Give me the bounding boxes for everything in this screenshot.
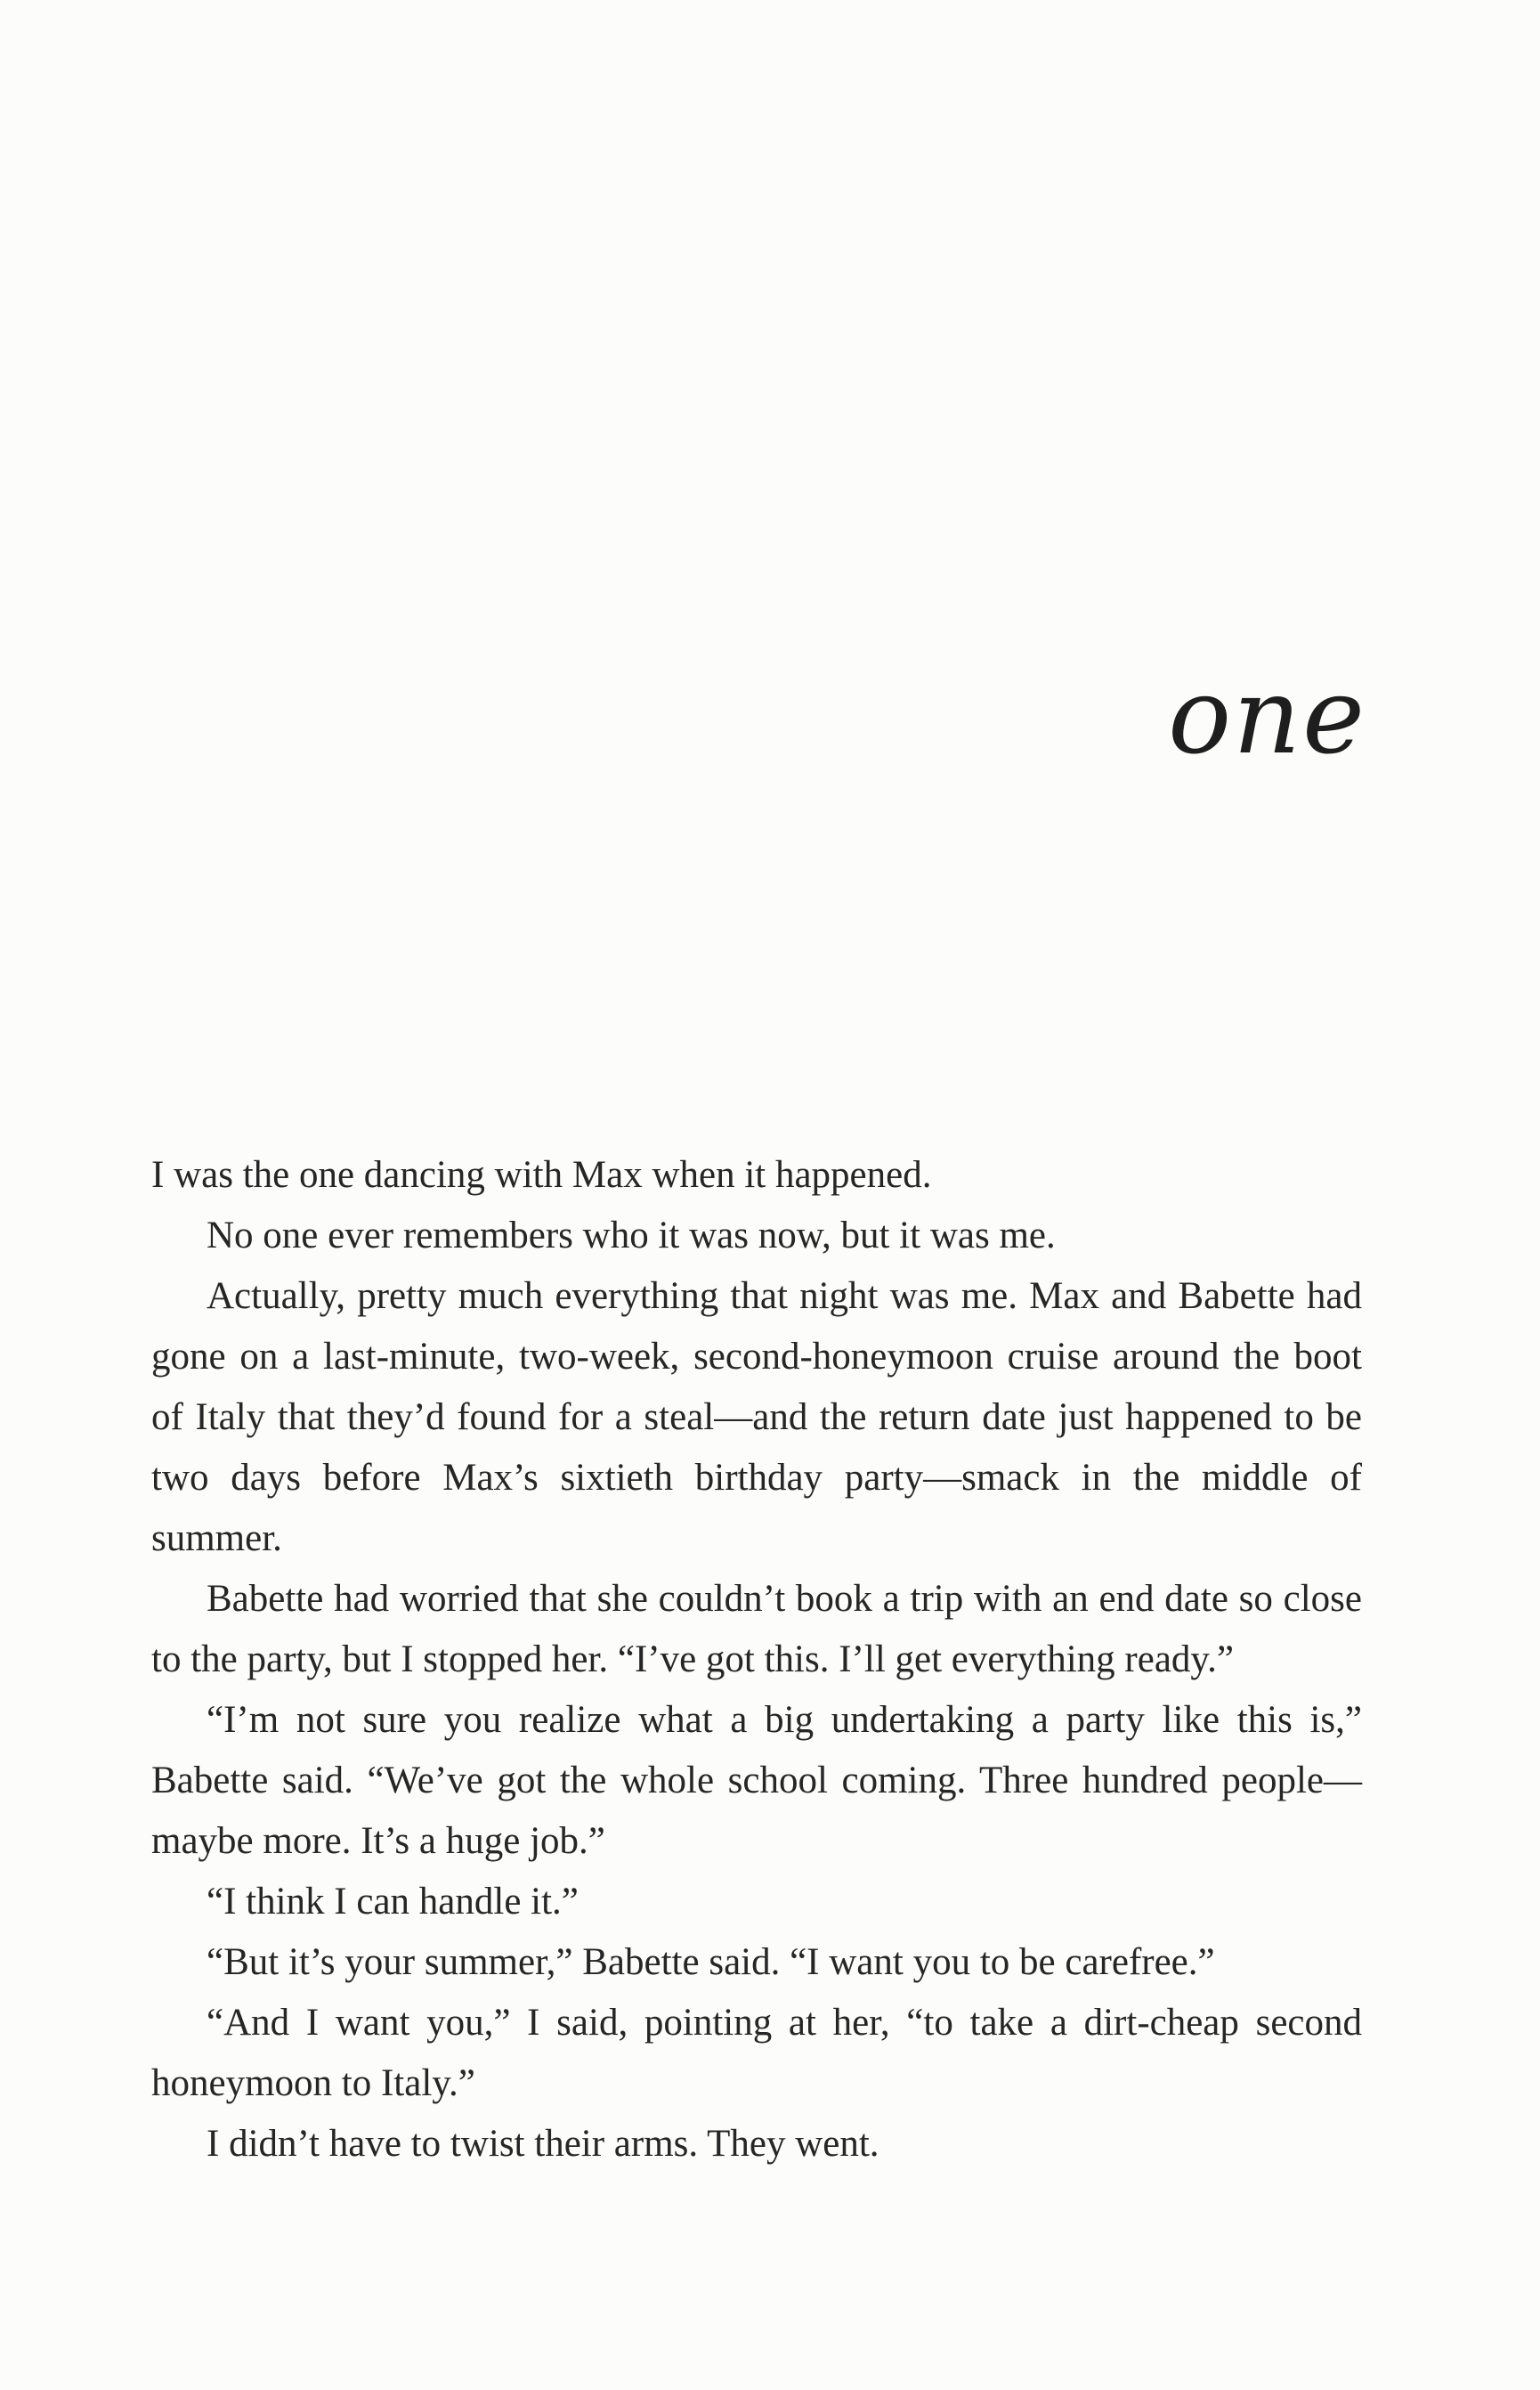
- paragraph: I was the one dancing with Max when it happened.: [151, 1154, 932, 1196]
- paragraph: Actually, pretty much everything that night was me. Max and Babette had gone on a last-minute, two-week, second-honeymoon cruise around the boot of Italy that they’d found for a steal—and the return date just happened to be two days before Max’s sixtieth birthday party—smack in the middle of summer.: [151, 1275, 1362, 1559]
- chapter-heading: one: [1168, 654, 1366, 777]
- paragraph: “And I want you,” I said, pointing at her, “to take a dirt-cheap second honeymoon to Italy.”: [151, 2002, 1362, 2104]
- paragraph: I didn’t have to twist their arms. They went.: [207, 2123, 879, 2165]
- paragraph: “I’m not sure you realize what a big undertaking a party like this is,” Babette said. “We’ve got the whole school coming. Three hundred people—maybe more. It’s a huge job.”: [151, 1699, 1362, 1862]
- paragraph: “I think I can handle it.”: [207, 1881, 579, 1923]
- paragraph: “But it’s your summer,” Babette said. “I want you to be carefree.”: [207, 1941, 1215, 1983]
- paragraph: No one ever remembers who it was now, but it was me.: [207, 1215, 1056, 1256]
- paragraph: Babette had worried that she couldn’t book a trip with an end date so close to the party, but I stopped her. “I’ve got this. I’ll get everything ready.”: [151, 1578, 1362, 1680]
- chapter-body: [151, 1145, 1362, 2175]
